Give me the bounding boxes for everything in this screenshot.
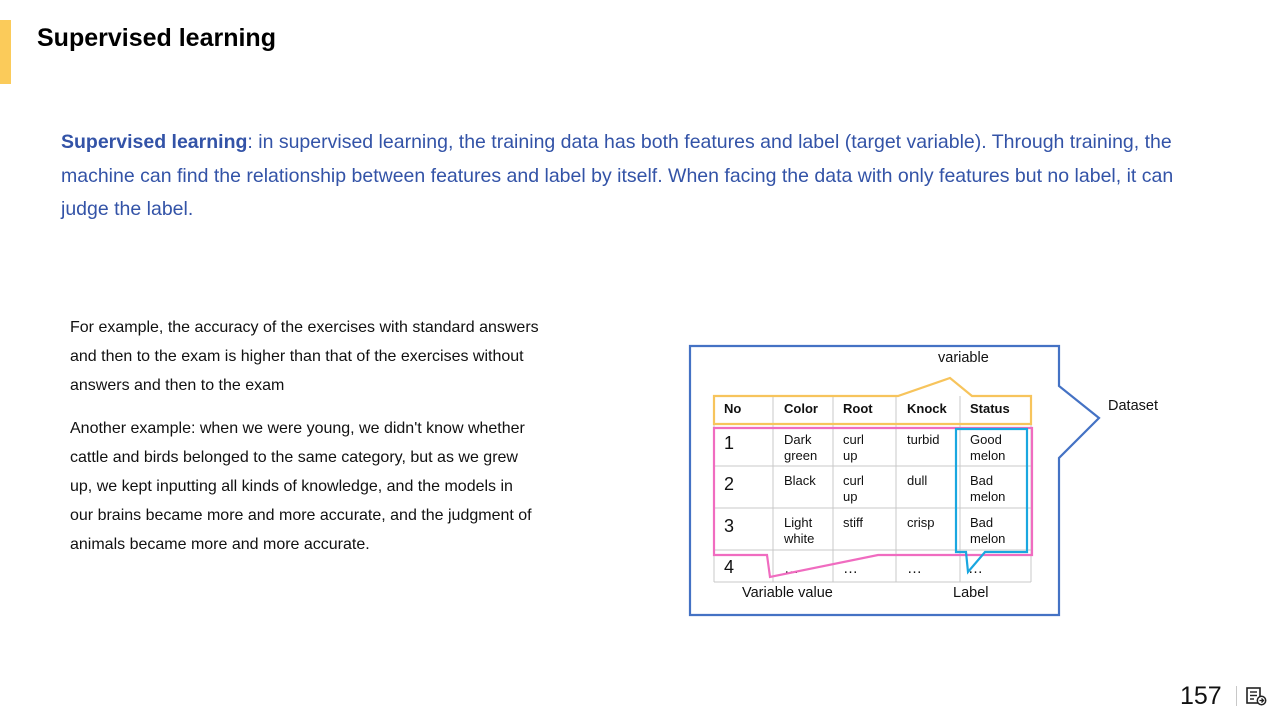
header-root: Root [843, 401, 873, 416]
cell-1-color: Dark green [784, 432, 818, 463]
cell-4-color: … [784, 560, 799, 577]
row-4-no: 4 [724, 557, 735, 577]
dataset-label: Dataset [1108, 398, 1158, 414]
notes-icon[interactable] [1245, 686, 1267, 706]
label-label: Label [953, 585, 989, 601]
row-1-no: 1 [724, 433, 735, 453]
header-knock: Knock [907, 401, 947, 416]
title-accent-bar [0, 20, 11, 84]
cell-2-knock: dull [907, 473, 928, 488]
intro-term: Supervised learning [61, 131, 248, 153]
header-color: Color [784, 401, 818, 416]
variable-value-bracket [714, 428, 1032, 577]
variable-label: variable [938, 350, 989, 366]
variable-bracket [714, 378, 1031, 424]
cell-3-root: stiff [843, 515, 863, 530]
page-title: Supervised learning [37, 24, 276, 52]
dataset-callout [690, 346, 1099, 615]
cell-2-root: curl up [843, 473, 864, 504]
cell-1-knock: turbid [907, 432, 940, 447]
variable-value-label: Variable value [742, 585, 833, 601]
example-paragraph-1: For example, the accuracy of the exercises with standard answers and then to the exam is higher than that of the exercises without answers and then to the exam [70, 319, 539, 394]
cell-4-root: … [843, 560, 858, 577]
row-3-no: 3 [724, 516, 735, 536]
cell-1-root: curl up [843, 432, 864, 463]
example-paragraph-2: Another example: when we were young, we didn't know whether cattle and birds belonged to the same category, but as we grew up, we kept inputting all kinds of knowledge, and the models in our brains became more and more accurate, and the judgment of animals became more and more accurate. [70, 420, 532, 553]
cell-1-status: Good melon [970, 432, 1006, 463]
row-2-no: 2 [724, 474, 735, 494]
dataset-table [714, 396, 1031, 582]
page-number: 157 [1180, 682, 1222, 710]
cell-4-knock: … [907, 560, 922, 577]
cell-2-status: Bad melon [970, 473, 1006, 504]
cell-3-status: Bad melon [970, 515, 1006, 546]
cell-2-color: Black [784, 473, 816, 488]
table-cells [783, 432, 1005, 546]
header-status: Status [970, 401, 1010, 416]
intro-paragraph [61, 126, 1211, 227]
cell-4-status: … [968, 560, 983, 577]
label-bracket [956, 429, 1027, 572]
footer-divider [1236, 686, 1237, 706]
cell-3-knock: crisp [907, 515, 935, 530]
examples-text [70, 313, 540, 573]
header-no: No [724, 401, 742, 416]
cell-3-color: Light white [784, 515, 815, 546]
intro-text: : in supervised learning, the training data has both features and label (target variable). Through training, the machine can find the relationship between features and label by itself. When facing the data with only features but no label, it can judge the label. [61, 131, 1174, 220]
